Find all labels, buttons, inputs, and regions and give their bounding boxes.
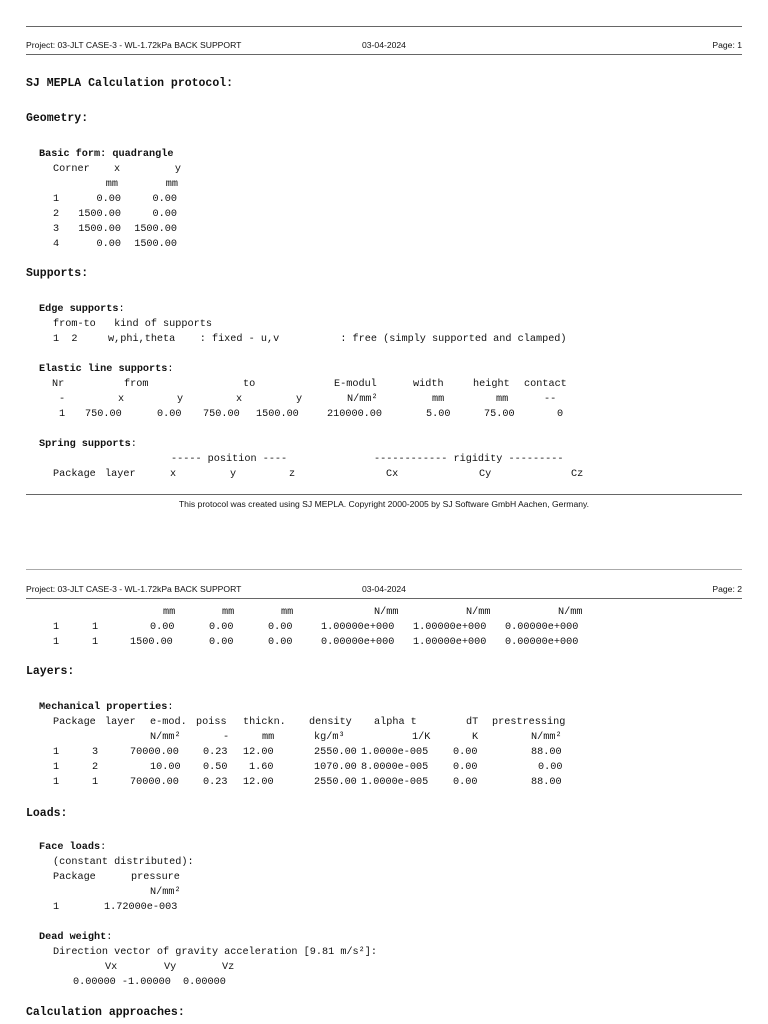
elastic-row-cell: 750.00 [203,409,240,420]
elastic-row-cell: 0.00 [157,409,182,420]
supports-heading: Supports: [26,267,89,280]
elastic-header-width: width [413,379,444,390]
unit-label: mm [262,732,275,743]
page2-header-date: 03-04-2024 [362,584,406,594]
unit-label: N/mm² [150,887,181,898]
elastic-header-contact: contact [524,379,567,390]
basic-form-label: Basic form [39,149,101,160]
elastic-row-cell: 0 [557,409,564,420]
mech-properties-label-line: Mechanical properties: [39,702,174,713]
spring-rigidity-group: ------------ rigidity --------- [374,454,564,465]
page1-header-rule [26,54,742,55]
spring-supports-label-line: Spring supports: [39,439,137,450]
unit-label: N/mm [558,607,583,618]
page2-top-rule [26,569,742,570]
face-loads-label-line: Face loads: [39,842,107,853]
table-row: 2 1500.00 0.00 [53,209,177,220]
geometry-rows [53,192,177,252]
spring-row-cell: 1 [92,637,99,648]
elastic-row-cell: 210000.00 [327,409,383,420]
unit-label: - [223,732,230,743]
dead-weight-label-line: Dead weight: [39,932,113,943]
unit-label: mm [281,607,294,618]
unit-label: kg/m³ [314,732,345,743]
layers-heading: Layers: [26,665,75,678]
basic-form-line [39,147,174,162]
spring-row-cell: 1 [53,637,60,648]
unit-label: N/mm² [150,732,181,743]
dead-weight-row: 0.00000 -1.00000 0.00000 [73,977,226,988]
edge-supports-header: from-to kind of supports [53,319,212,330]
elastic-header-height: height [473,379,510,390]
spring-row-cell: 1 [53,622,60,633]
spring-row-cell: 1.00000e+000 [413,622,487,633]
spring-row-cell: 0.00 [268,622,293,633]
basic-form-value: : quadrangle [100,149,174,160]
page2-header-project: Project: 03-JLT CASE-3 - WL-1.72kPa BACK SUPPORT [26,584,242,594]
elastic-header-emodul: E-modul [334,379,377,390]
spring-row-cell: 1.00000e+000 [413,637,487,648]
geometry-units [53,177,178,192]
page1-footer: This protocol was created using SJ MEPLA. Copyright 2000-2005 by SJ Software GmbH Aachen, Germany. [178,499,590,509]
page1-header-project: Project: 03-JLT CASE-3 - WL-1.72kPa BACK SUPPORT [26,40,242,50]
edge-supports-label-line: Edge supports: [39,304,125,315]
elastic-row-cell: 5.00 [426,409,451,420]
page1-header-date: 03-04-2024 [362,40,406,50]
spring-row-cell: 0.00000e+000 [321,637,395,648]
page2-header-page: Page: 2 [712,584,742,594]
unit-label: 1/K [412,732,431,743]
geometry-table [53,162,181,177]
table-header: x [113,164,121,175]
elastic-header-nr: Nr [52,379,65,390]
page1-footer-rule [26,494,742,495]
edge-supports-row: 1 2 w,phi,theta : fixed - u,v : free (simply supported and clamped) [53,334,567,345]
loads-heading: Loads: [26,807,68,820]
elastic-header-to: to [243,379,256,390]
protocol-title: SJ MEPLA Calculation protocol: [26,77,234,90]
spring-row-cell: 0.00 [209,637,234,648]
spring-row-cell: 0.00000e+000 [505,622,579,633]
table-header: Corner [53,164,90,175]
table-row: 3 1500.00 1500.00 [53,224,177,235]
table-row: 4 0.00 1500.00 [53,239,177,250]
unit-label: mm [165,179,178,190]
elastic-row-cell: 1500.00 [256,409,299,420]
table-header: y [174,164,181,175]
unit-label: mm [163,607,176,618]
elastic-supports-label-line: Elastic line supports: [39,364,174,375]
elastic-row-cell: 75.00 [484,409,515,420]
geometry-heading: Geometry: [26,112,89,125]
unit-label: N/mm [374,607,399,618]
unit-label: K [472,732,479,743]
elastic-row-cell: 1 [59,409,66,420]
spring-row-cell: 0.00 [268,637,293,648]
spring-row-cell: 0.00 [209,622,234,633]
table-row: 1 0.00 0.00 [53,194,177,205]
face-loads-desc: (constant distributed): [53,857,194,868]
unit-label: N/mm² [531,732,562,743]
page2-header-rule [26,598,742,599]
elastic-row-cell: 750.00 [85,409,122,420]
unit-label: mm [105,179,118,190]
table-header-row [53,162,181,177]
page1-header-page: Page: 1 [712,40,742,50]
spring-row-cell: 1500.00 [130,637,173,648]
spring-row-cell: 1.00000e+000 [321,622,395,633]
spring-row-cell: 0.00 [150,622,175,633]
unit-label: N/mm [466,607,491,618]
elastic-header-from: from [124,379,149,390]
page1-top-rule [26,26,742,27]
unit-label: mm [222,607,235,618]
spring-row-cell: 0.00000e+000 [505,637,579,648]
dead-weight-desc: Direction vector of gravity acceleration [9.81 m/s²]: [53,947,378,958]
calc-approaches-heading: Calculation approaches: [26,1006,185,1019]
spring-row-cell: 1 [92,622,99,633]
spring-position-group: ----- position ---- [171,454,288,465]
